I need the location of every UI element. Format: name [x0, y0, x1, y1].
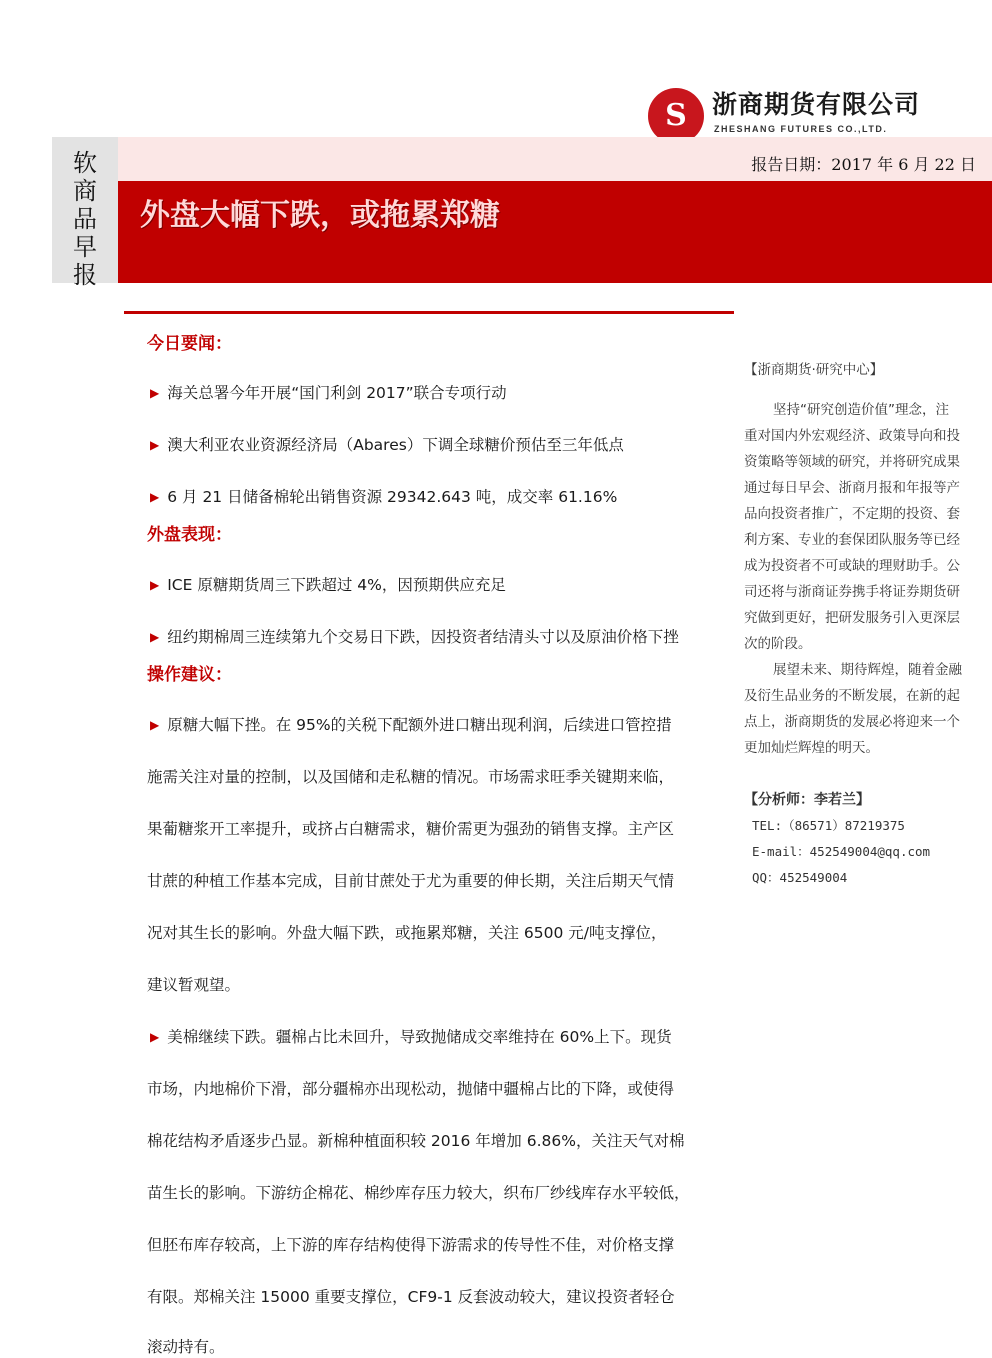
bullet-triangle-icon: ▶ [150, 630, 160, 644]
analyst-name: 【分析师：李若兰】 [744, 792, 870, 808]
external-item: ▶ ICE 原糖期货周三下跌超过 4%，因预期供应充足 [150, 576, 506, 594]
outlook-line: 及衍生品业务的不断发展，在新的起 [744, 688, 960, 704]
outlook-line: 展望未来、期待辉煌，随着金融 [773, 662, 962, 678]
analyst-tel: TEL:（86571）87219375 [752, 818, 905, 833]
cotton-advice-line: ▶ 美棉继续下跌。疆棉占比未回升，导致抛储成交率维持在 60%上下。现货 [150, 1028, 672, 1046]
intro-line: 品向投资者推广，不定期的投资、套 [744, 506, 960, 522]
intro-line: 重对国内外宏观经济、政策导向和投 [744, 428, 960, 444]
intro-line: 次的阶段。 [744, 636, 812, 652]
company-logo-icon [648, 88, 704, 144]
analyst-qq: QQ：452549004 [752, 870, 848, 885]
intro-line: 成为投资者不可或缺的理财助手。公 [744, 558, 960, 574]
intro-line: 利方案、专业的套保团队服务等已经 [744, 532, 960, 548]
intro-line: 通过每日早会、浙商月报和年报等产 [744, 480, 960, 496]
bullet-triangle-icon: ▶ [150, 490, 160, 504]
sugar-advice-line: 况对其生长的影响。外盘大幅下跌，或拖累郑糖，关注 6500 元/吨支撑位， [147, 924, 667, 942]
news-item: ▶ 6 月 21 日储备棉轮出销售资源 29342.643 吨，成交率 61.16% [150, 488, 618, 506]
advice-section-title: 操作建议： [147, 665, 232, 685]
bullet-triangle-icon: ▶ [150, 438, 160, 452]
news-section-title: 今日要闻： [147, 334, 232, 354]
intro-line: 司还将与浙商证券携手将证券期货研 [744, 584, 960, 600]
content-divider [124, 311, 734, 314]
category-text: 软商品早报 [73, 149, 97, 289]
sugar-advice-line: 建议暂观望。 [147, 976, 241, 994]
bullet-triangle-icon: ▶ [150, 1030, 160, 1044]
report-date: 报告日期：2017 年 6 月 22 日 [751, 155, 976, 174]
category-label [52, 137, 118, 289]
cotton-advice-line: 苗生长的影响。下游纺企棉花、棉纱库存压力较大，织布厂纱线库存水平较低， [147, 1184, 690, 1202]
sugar-advice-line: ▶ 原糖大幅下挫。在 95%的关税下配额外进口糖出现利润，后续进口管控措 [150, 716, 672, 734]
cotton-advice-line: 棉花结构矛盾逐步凸显。新棉种植面积较 2016 年增加 6.86%，关注天气对棉 [147, 1132, 685, 1150]
cotton-advice-line: 滚动持有。 [147, 1338, 225, 1356]
sugar-advice-line: 果葡糖浆开工率提升，或挤占白糖需求，糖价需更为强劲的销售支撑。主产区 [147, 820, 675, 838]
company-name: 浙商期货有限公司 [712, 90, 921, 119]
external-item: ▶ 纽约期棉周三连续第九个交易日下跌，因投资者结清头寸以及原油价格下挫 [150, 628, 679, 646]
sugar-advice-line: 甘蔗的种植工作基本完成，目前甘蔗处于尤为重要的伸长期，关注后期天气情 [147, 872, 675, 890]
intro-line: 资策略等领域的研究，并将研究成果 [744, 454, 960, 470]
news-item: ▶ 澳大利亚农业资源经济局（Abares）下调全球糖价预估至三年低点 [150, 436, 624, 454]
company-name-en: ZHESHANG FUTURES CO.,LTD. [714, 124, 888, 134]
bullet-triangle-icon: ▶ [150, 386, 160, 400]
bullet-triangle-icon: ▶ [150, 578, 160, 592]
intro-line: 坚持“研究创造价值”理念，注 [773, 402, 949, 418]
cotton-advice-line: 市场，内地棉价下滑，部分疆棉亦出现松动，抛储中疆棉占比的下降，或使得 [147, 1080, 675, 1098]
bullet-triangle-icon: ▶ [150, 718, 160, 732]
outlook-line: 更加灿烂辉煌的明天。 [744, 740, 879, 756]
cotton-advice-line: 有限。郑棉关注 15000 重要支撑位，CF9-1 反套波动较大，建议投资者轻仓 [147, 1288, 675, 1306]
research-center-label: 【浙商期货·研究中心】 [744, 362, 884, 378]
intro-line: 究做到更好，把研发服务引入更深层 [744, 610, 960, 626]
logo-glyph: S [665, 98, 687, 133]
external-section-title: 外盘表现： [147, 525, 232, 545]
analyst-email[interactable]: E-mail：452549004@qq.com [752, 844, 931, 859]
page-title: 外盘大幅下跌，或拖累郑糖 [140, 198, 500, 233]
cotton-advice-line: 但胚布库存较高，上下游的库存结构使得下游需求的传导性不佳，对价格支撑 [147, 1236, 675, 1254]
outlook-line: 点上，浙商期货的发展必将迎来一个 [744, 714, 960, 730]
sugar-advice-line: 施需关注对量的控制，以及国储和走私糖的情况。市场需求旺季关键期来临， [147, 768, 675, 786]
news-item: ▶ 海关总署今年开展“国门利剑 2017”联合专项行动 [150, 384, 507, 402]
